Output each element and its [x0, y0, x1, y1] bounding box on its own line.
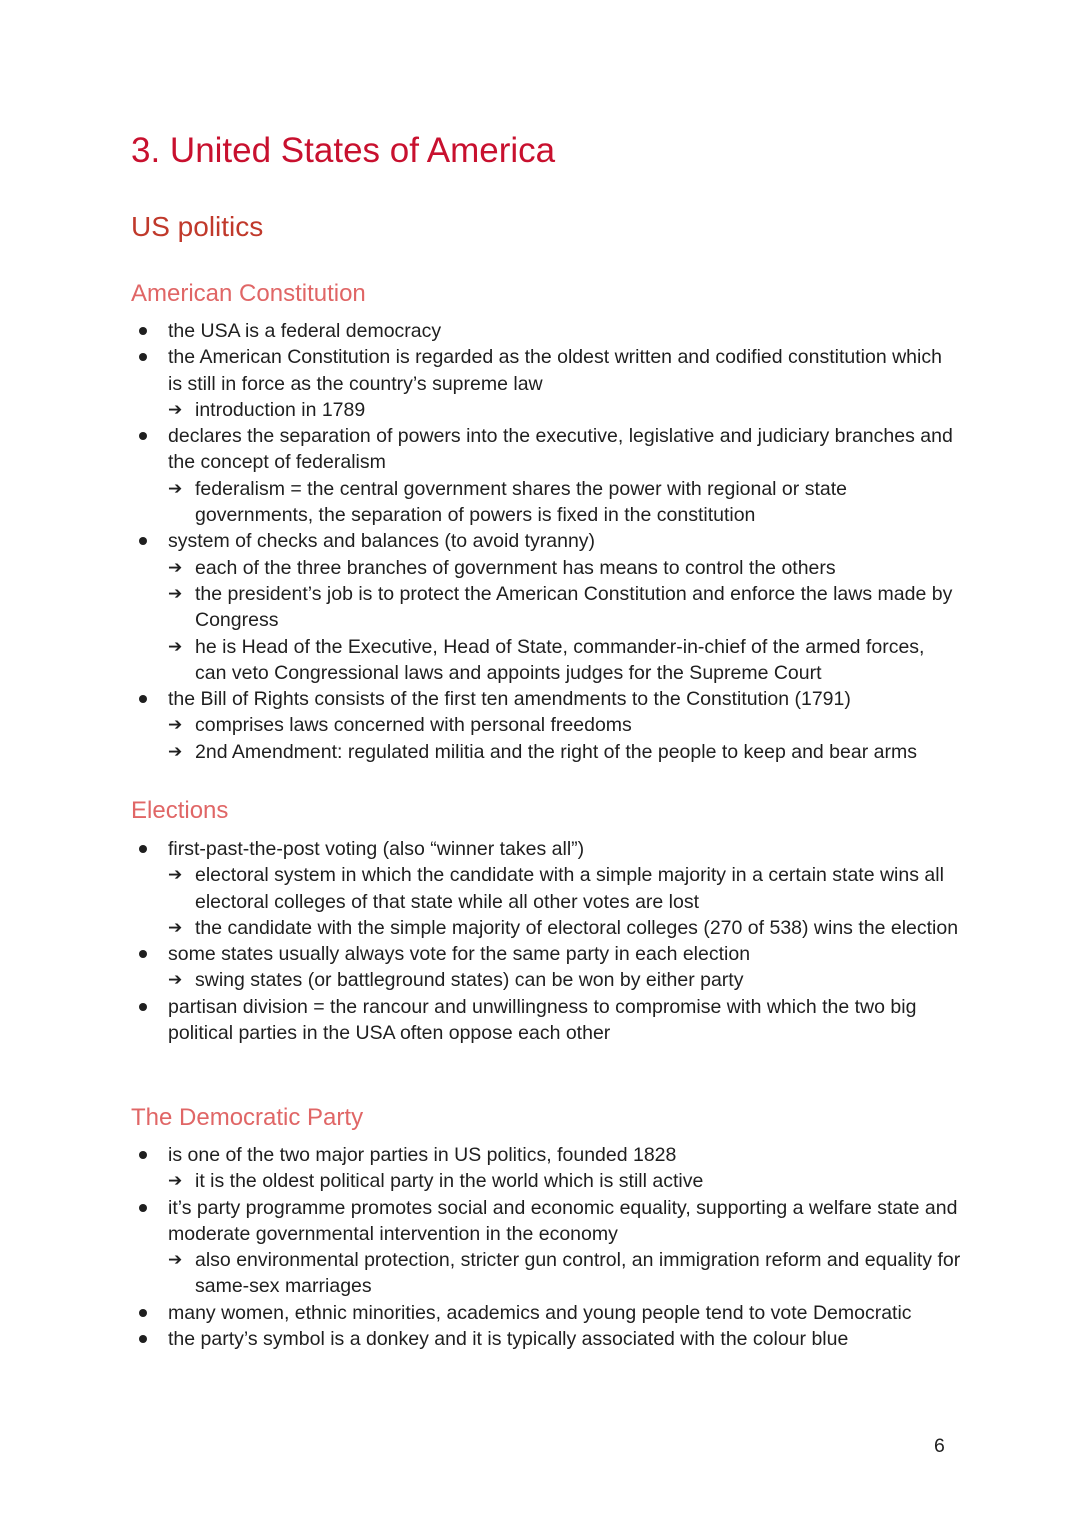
- section-list-american-constitution: [131, 318, 961, 765]
- arrow-right-icon: ➔: [168, 741, 183, 762]
- sub-list-item: ➔ he is Head of the Executive, Head of State, commander-in-chief of the armed forces, can veto Congressional laws and appoints judges for the Supreme Court: [168, 635, 925, 684]
- list-item: the American Constitution is regarded as the oldest written and codified constitution which is still in force as the country’s supreme law ➔ introduction in 1789: [131, 344, 961, 423]
- list-item: some states usually always vote for the same party in each election ➔ swing states (or battleground states) can be won by either party: [131, 941, 961, 994]
- sub-list-item: ➔ also environmental protection, stricter gun control, an immigration reform and equality for same-sex marriages: [168, 1249, 961, 1298]
- list-item: many women, ethnic minorities, academics and young people tend to vote Democratic: [131, 1300, 961, 1326]
- list-item: the party’s symbol is a donkey and it is typically associated with the colour blue: [131, 1326, 961, 1352]
- arrow-right-icon: ➔: [168, 865, 183, 886]
- page-number: 6: [934, 1435, 945, 1457]
- arrow-right-icon: ➔: [168, 1250, 183, 1271]
- sub-list-item: ➔ electoral system in which the candidate with a simple majority in a certain state wins all electoral colleges of that state while all other votes are lost: [168, 864, 944, 913]
- arrow-right-icon: ➔: [168, 399, 183, 420]
- list-item: the Bill of Rights consists of the first ten amendments to the Constitution (1791) ➔ comprises laws concerned with personal freedoms ➔ 2nd Amendment: regulated militia and the right of the people to keep and bear arms: [131, 686, 961, 765]
- arrow-right-icon: ➔: [168, 917, 183, 938]
- section-list-democratic-party: [131, 1142, 961, 1352]
- arrow-right-icon: ➔: [168, 970, 183, 991]
- sub-list-item: ➔ swing states (or battleground states) can be won by either party: [168, 967, 961, 993]
- arrow-right-icon: ➔: [168, 1171, 183, 1192]
- sub-list-item: ➔ comprises laws concerned with personal freedoms: [168, 712, 961, 738]
- arrow-right-icon: ➔: [168, 557, 183, 578]
- sub-list-item: ➔ federalism = the central government shares the power with regional or state governments, the separation of powers is fixed in the constitution: [168, 477, 847, 527]
- list-item: system of checks and balances (to avoid tyranny) ➔ each of the three branches of government has means to control the others ➔ the president’s job is to protect the American Constitution and enforce the laws made by Congress ➔ he is Head of the Executive, Head of State, commander-in-chief of the armed forces, can veto Congressional laws and appoints judges for the Supreme Court: [131, 528, 961, 686]
- sub-list-item: ➔ it is the oldest political party in the world which is still active: [168, 1168, 961, 1194]
- list-item: partisan division = the rancour and unwillingness to compromise with which the two big political parties in the USA often oppose each other: [131, 994, 961, 1047]
- sub-list-item: ➔ introduction in 1789: [168, 397, 961, 423]
- arrow-right-icon: ➔: [168, 636, 183, 657]
- page-subtitle: US politics: [131, 211, 264, 242]
- list-item: it’s party programme promotes social and economic equality, supporting a welfare state and moderate governmental intervention in the economy ➔ also environmental protection, stricter gun control, an immigration reform and equality for same-sex marriages: [131, 1195, 961, 1300]
- section-heading-democratic-party: The Democratic Party: [131, 1104, 364, 1131]
- list-item: is one of the two major parties in US politics, founded 1828 ➔ it is the oldest political party in the world which is still active: [131, 1142, 961, 1195]
- section-heading-american-constitution: American Constitution: [131, 280, 366, 307]
- sub-list-item: ➔ 2nd Amendment: regulated militia and the right of the people to keep and bear arms: [168, 739, 961, 765]
- arrow-right-icon: ➔: [168, 478, 183, 499]
- arrow-right-icon: ➔: [168, 583, 183, 604]
- list-item: the USA is a federal democracy: [131, 318, 961, 344]
- section-heading-elections: Elections: [131, 797, 229, 824]
- list-item: declares the separation of powers into the executive, legislative and judiciary branches and the concept of federalism ➔ federalism = the central government shares the power with regional or state governments, the separation of powers is fixed in the constitution: [131, 423, 961, 528]
- section-list-elections: [131, 836, 961, 1046]
- sub-list-item: ➔ the president’s job is to protect the American Constitution and enforce the laws made by Congress: [168, 582, 953, 632]
- arrow-right-icon: ➔: [168, 715, 183, 736]
- sub-list-item: ➔ the candidate with the simple majority of electoral colleges (270 of 538) wins the election: [168, 915, 961, 941]
- page-title: 3. United States of America: [131, 131, 556, 170]
- list-item: first-past-the-post voting (also “winner takes all”) ➔ electoral system in which the candidate with a simple majority in a certain state wins all electoral colleges of that state while all other votes are lost ➔ the candidate with the simple majority of electoral colleges (270 of 538) wins the election: [131, 836, 961, 941]
- sub-list-item: ➔ each of the three branches of government has means to control the others: [168, 555, 961, 581]
